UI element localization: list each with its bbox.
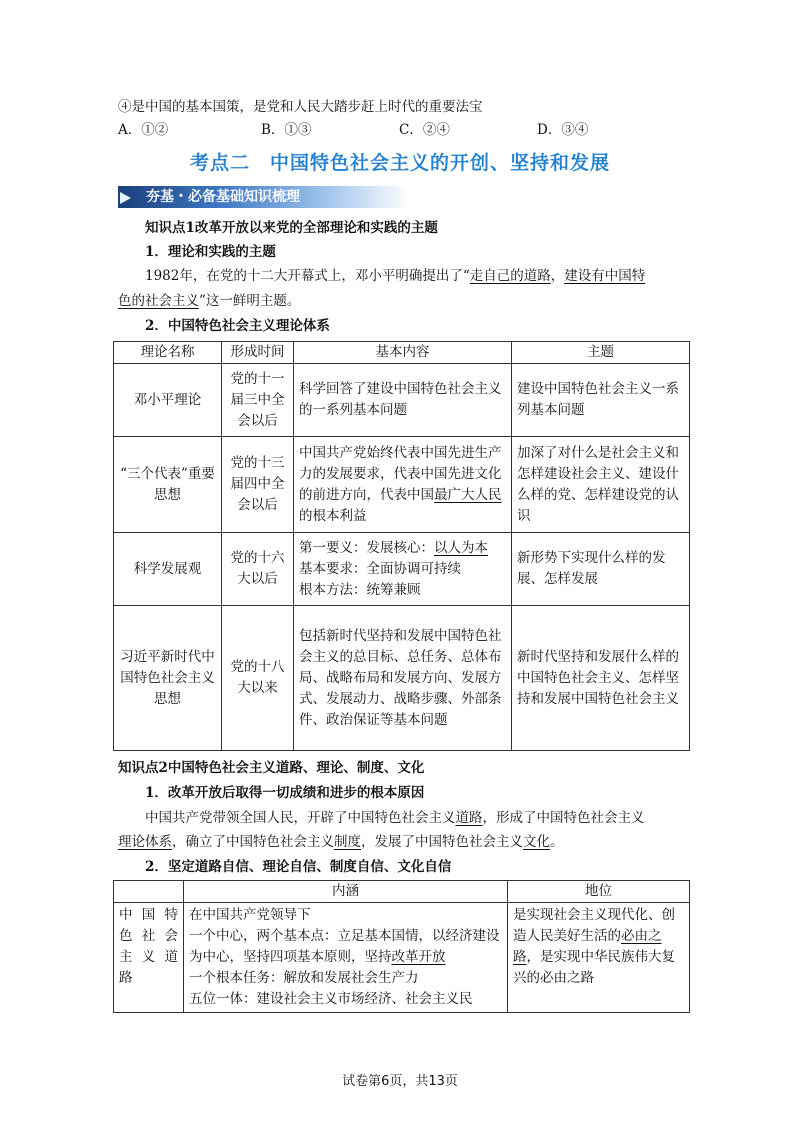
road-status <box>508 903 690 1013</box>
theory-system-table <box>113 341 690 751</box>
underlined-answer: 以人为本 <box>434 539 488 556</box>
section-heading: 考点二 中国特色社会主义的开创、坚持和发展 <box>189 152 610 174</box>
underlined-answer: 理论体系 <box>118 834 172 850</box>
text: ”这一鲜明主题。 <box>199 293 301 309</box>
table-row <box>114 606 690 751</box>
table-header-row <box>114 342 690 364</box>
meaning-line <box>189 926 502 968</box>
basic-content <box>294 533 512 606</box>
text: 1982年，在党的十二大开幕式上，邓小平明确提出了“ <box>145 268 470 284</box>
meaning-line: 五位一体：建设社会主义市场经济、社会主义民 <box>189 991 473 1007</box>
name-line: 中国特 <box>119 907 178 923</box>
header-cell: 理论名称 <box>114 342 222 364</box>
table-row <box>114 903 690 1013</box>
banner-label: 夯基・必备基础知识梳理 <box>146 189 300 205</box>
header-cell: 地位 <box>508 881 690 903</box>
banner-arrow-icon <box>120 192 131 204</box>
header-cell: 内涵 <box>184 881 508 903</box>
text: 是实现社会主义现代化、创造人民美好生活的 <box>513 907 675 944</box>
table-header-row <box>114 881 690 903</box>
content-line <box>299 538 506 559</box>
header-cell: 形成时间 <box>222 342 294 364</box>
theme: 新时代坚持和发展什么样的中国特色社会主义、怎样坚持和发展中国特色社会主义 <box>512 606 690 751</box>
kp1-paragraph-line2 <box>118 291 300 311</box>
choice-c: C．②④ <box>399 122 450 138</box>
content-line: 根本方法：统筹兼顾 <box>299 581 421 598</box>
kp2-sub2: 2．坚定道路自信、理论自信、制度自信、文化自信 <box>145 859 452 875</box>
kp1-sub2: 2．中国特色社会主义理论体系 <box>145 318 330 334</box>
theme: 加深了对什么是社会主义和怎样建设社会主义、建设什么样的党、怎样建设党的认识 <box>512 437 690 533</box>
name-line: 路 <box>119 970 133 986</box>
choice-b: B．①③ <box>261 122 312 138</box>
text: ，是实现中华民族伟大复兴的必由之路 <box>513 949 675 986</box>
name-line: 色社会 <box>119 928 178 944</box>
choice-d: D．③④ <box>537 122 589 138</box>
option-4-text: ④是中国的基本国策，是党和人民大踏步赶上时代的重要法宝 <box>118 99 483 115</box>
kp2-paragraph-line2 <box>118 832 564 852</box>
underlined-answer: 制度 <box>334 834 361 850</box>
formation-time: 党的十三届四中全会以后 <box>222 437 294 533</box>
text: ，形成了中国特色社会主义 <box>482 810 645 826</box>
text: ，确立了中国特色社会主义 <box>172 834 334 850</box>
theme: 新形势下实现什么样的发展、怎样发展 <box>512 533 690 606</box>
theory-name: 习近平新时代中国特色社会主义思想 <box>114 606 222 751</box>
basic-content <box>294 437 512 533</box>
meaning-line: 在中国共产党领导下 <box>189 907 311 923</box>
basic-content: 包括新时代坚持和发展中国特色社会主义的总目标、总任务、总体布局、战略布局和发展方向、发展方式、发展动力、战略步骤、外部条件、政治保证等基本问题 <box>294 606 512 751</box>
formation-time: 党的十八大以来 <box>222 606 294 751</box>
text: ， <box>550 268 565 284</box>
content-line: 基本要求：全面协调可持续 <box>299 560 461 577</box>
header-cell: 基本内容 <box>294 342 512 364</box>
formation-time: 党的十一届三中全会以后 <box>222 364 294 437</box>
underlined-answer: 色的社会主义 <box>118 293 199 309</box>
underlined-answer: 文化 <box>523 834 550 850</box>
underlined-answer: 走自己的道路 <box>469 268 551 284</box>
underlined-answer: 道路 <box>455 810 483 826</box>
choice-a: A．①② <box>118 122 169 138</box>
kp2-sub1: 1．改革开放后取得一切成绩和进步的根本原因 <box>145 785 425 801</box>
theory-name: 邓小平理论 <box>114 364 222 437</box>
text: 。 <box>550 834 564 850</box>
text: 中国共产党始终代表中国先进生产力的发展要求，代表中国先进文化的前进方向，代表中国 <box>299 444 502 503</box>
underlined-answer: 建设有中国特 <box>564 268 646 284</box>
four-confidences-table <box>113 880 690 1013</box>
kp2-title: 知识点2中国特色社会主义道路、理论、制度、文化 <box>118 760 425 776</box>
text: 一个中心，两个基本点：立足基本国情，以经济建设为中心，坚持四项基本原则，坚持 <box>189 928 500 965</box>
kp1-sub1: 1．理论和实践的主题 <box>145 244 276 260</box>
basic-content: 科学回答了建设中国特色社会主义的一系列基本问题 <box>294 364 512 437</box>
theme: 建设中国特色社会主义一系列基本问题 <box>512 364 690 437</box>
page-footer: 试卷第6页，共13页 <box>342 1074 458 1089</box>
underlined-answer: 最广大人民 <box>434 486 502 503</box>
section-banner <box>118 186 410 208</box>
kp1-paragraph-line1 <box>145 266 645 286</box>
underlined-answer: 改革开放 <box>391 949 446 965</box>
table-row <box>114 437 690 533</box>
text: 第一要义：发展核心： <box>299 539 434 556</box>
meaning-line: 一个根本任务：解放和发展社会生产力 <box>189 970 419 986</box>
road-meaning <box>184 903 508 1013</box>
kp2-paragraph-line1 <box>145 808 645 828</box>
kp1-title: 知识点1改革开放以来党的全部理论和实践的主题 <box>145 220 438 236</box>
table-row <box>114 533 690 606</box>
text: 中国共产党带领全国人民，开辟了中国特色社会主义 <box>145 810 456 826</box>
table-row <box>114 364 690 437</box>
name-line: 主义道 <box>119 949 178 965</box>
text: ，发展了中国特色社会主义 <box>361 834 523 850</box>
road-name <box>114 903 184 1013</box>
formation-time: 党的十六大以后 <box>222 533 294 606</box>
header-cell: 主题 <box>512 342 690 364</box>
theory-name: 科学发展观 <box>114 533 222 606</box>
theory-name: “三个代表”重要思想 <box>114 437 222 533</box>
text: 的根本利益 <box>299 507 367 524</box>
header-cell <box>114 881 184 903</box>
underlined-answer: 必由之路 <box>513 928 662 965</box>
